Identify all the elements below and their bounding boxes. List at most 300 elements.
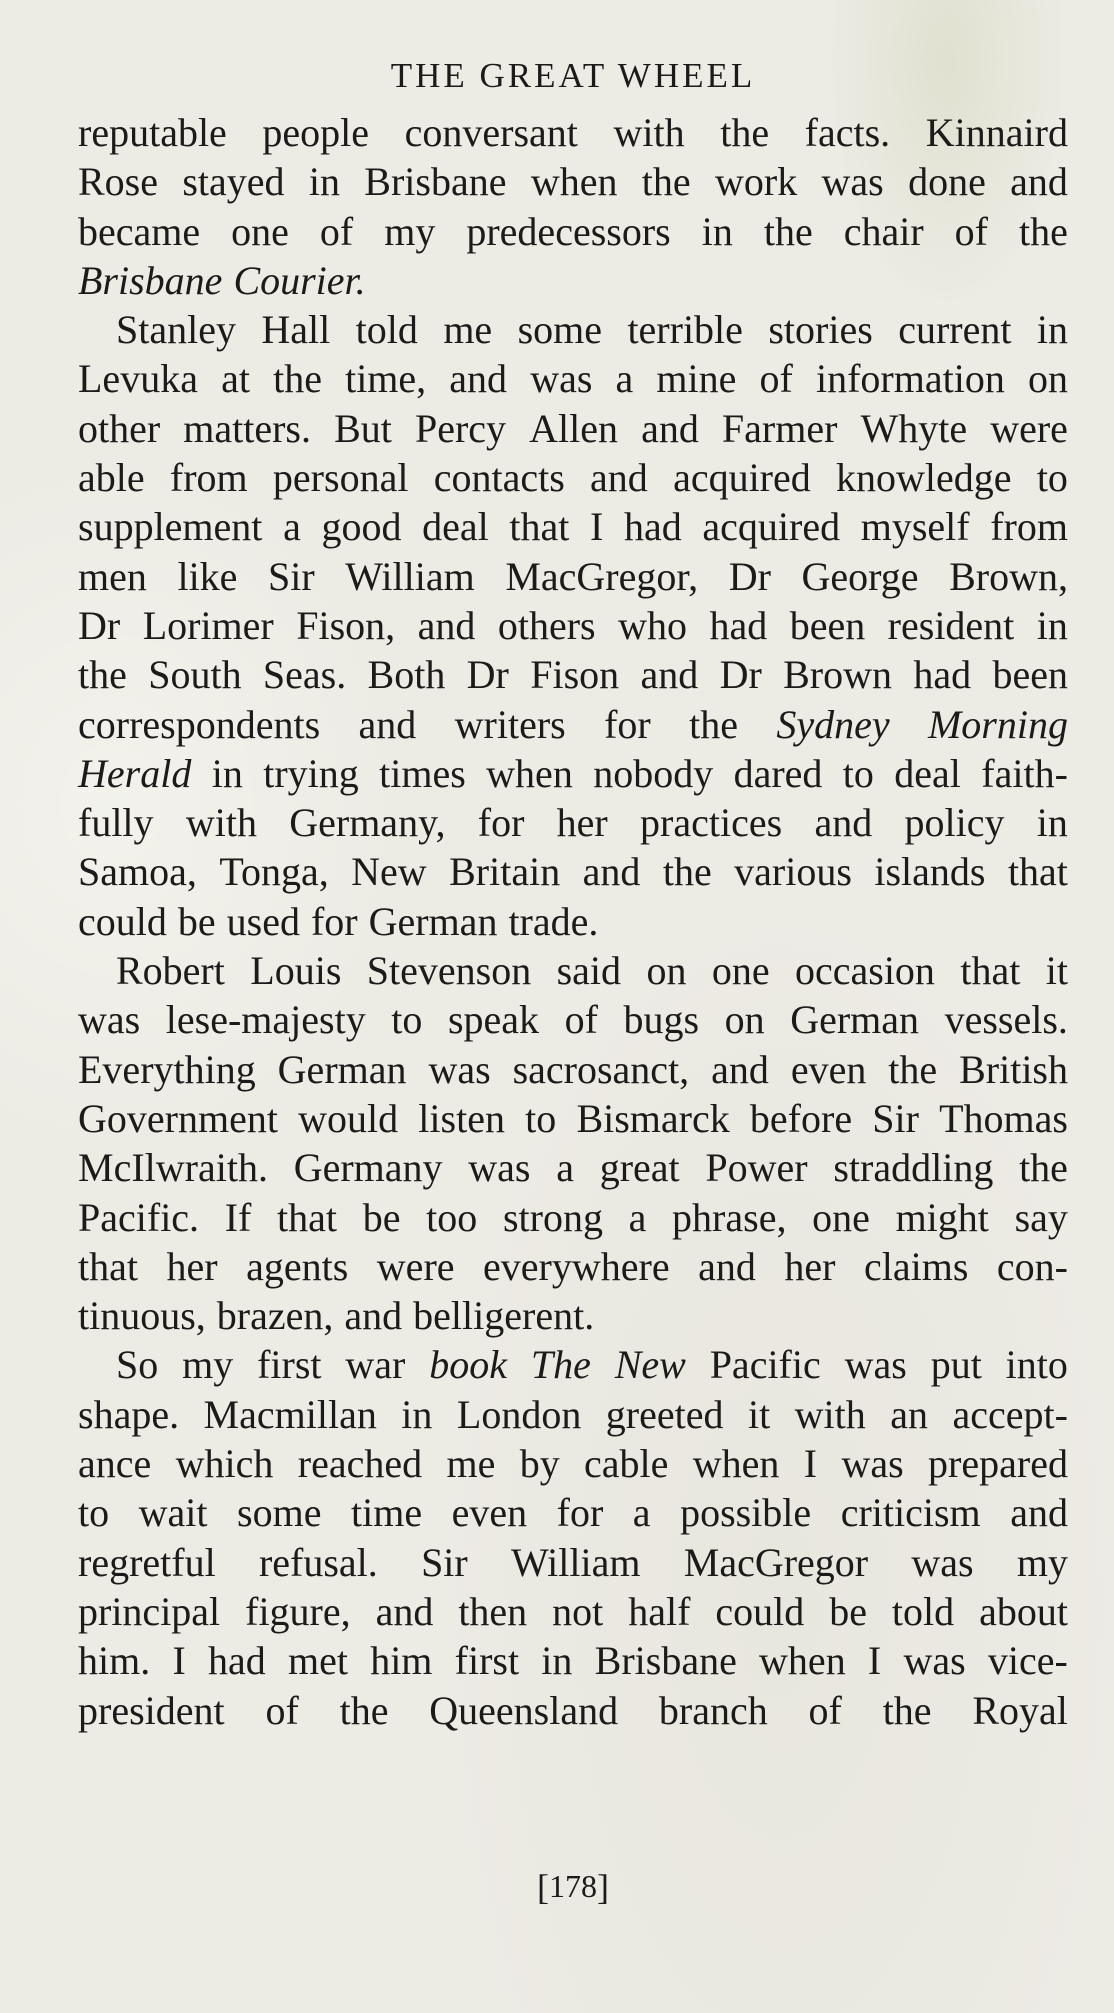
word: and <box>1010 1490 1068 1536</box>
word: Government <box>78 1095 278 1141</box>
word: president <box>78 1687 225 1733</box>
word: from <box>169 455 248 501</box>
word: put <box>930 1342 982 1388</box>
word: and <box>641 405 699 451</box>
word: predecessors <box>466 208 671 254</box>
word: was <box>903 1638 966 1684</box>
text-line <box>78 1390 1068 1439</box>
word: for <box>310 898 358 944</box>
word: too <box>426 1194 478 1240</box>
text-line <box>78 1143 1068 1192</box>
word: The <box>530 1342 591 1388</box>
word: Allen <box>529 405 618 451</box>
word: various <box>734 849 852 895</box>
word: Macmillan <box>203 1391 377 1437</box>
word: in <box>308 159 340 205</box>
word: British <box>959 1046 1068 1092</box>
word: even <box>790 1046 867 1092</box>
word: contacts <box>433 455 565 501</box>
word: told <box>891 1588 955 1634</box>
word: phrase, <box>672 1194 787 1240</box>
word: it <box>747 1391 771 1437</box>
word: the <box>662 849 712 895</box>
word: half <box>628 1588 691 1634</box>
word: straddling <box>833 1145 994 1191</box>
word: when <box>692 1441 780 1487</box>
word: her <box>166 1243 218 1289</box>
word: to <box>78 1490 110 1536</box>
word: Brown <box>783 652 893 698</box>
word: who <box>618 602 687 648</box>
word: others <box>497 602 596 648</box>
word: great <box>599 1145 680 1191</box>
word: with <box>185 800 257 846</box>
word: Lorimer <box>142 602 274 648</box>
word: the <box>763 208 813 254</box>
word: in <box>401 1391 433 1437</box>
word: Britain <box>449 849 561 895</box>
book-page <box>78 52 1068 1992</box>
text-line <box>78 1094 1068 1143</box>
word: Morning <box>927 701 1068 747</box>
word: principal <box>78 1588 221 1634</box>
word: bugs <box>623 997 700 1043</box>
word: my <box>384 208 436 254</box>
word: William <box>345 553 475 599</box>
word: when <box>530 159 618 205</box>
word: when <box>486 750 573 796</box>
word: personal <box>272 455 409 501</box>
word: was <box>821 159 884 205</box>
word: I <box>172 1638 186 1684</box>
word: could <box>715 1588 805 1634</box>
word: Brown, <box>949 553 1068 599</box>
word: be <box>177 898 216 944</box>
folio-number: 178 <box>549 1868 597 1904</box>
text-line <box>78 700 1068 749</box>
word: mine <box>656 356 737 402</box>
word: the <box>720 110 770 155</box>
word: first <box>454 1638 520 1684</box>
word: in <box>1036 602 1068 648</box>
word: and <box>711 1046 769 1092</box>
word: Sydney <box>776 701 890 747</box>
word: the <box>1019 208 1068 254</box>
word: New <box>614 1342 686 1388</box>
word: on <box>724 997 765 1043</box>
word: in <box>1036 307 1068 353</box>
word: said <box>556 948 622 994</box>
word: had <box>623 504 682 550</box>
word: by <box>519 1441 560 1487</box>
word: her <box>784 1243 836 1289</box>
text-line <box>78 354 1068 403</box>
word: my <box>1016 1539 1068 1585</box>
word: been <box>789 602 866 648</box>
word: and <box>344 1293 403 1339</box>
word: might <box>895 1194 989 1240</box>
word: the <box>641 159 691 205</box>
text-line <box>78 650 1068 699</box>
word: policy <box>904 800 1005 846</box>
word: New <box>351 849 427 895</box>
word: her <box>556 800 608 846</box>
word: Sir <box>268 553 315 599</box>
word: of <box>954 208 988 254</box>
text-line <box>78 1340 1068 1389</box>
word: was <box>530 356 593 402</box>
word: and <box>590 455 648 501</box>
word: some <box>517 307 603 353</box>
word: London <box>456 1391 582 1437</box>
word: time, <box>345 356 427 402</box>
word: resident <box>887 602 1015 648</box>
text-line <box>78 108 1068 157</box>
word: stories <box>768 307 873 353</box>
word: claims <box>863 1243 969 1289</box>
word: stayed <box>182 159 285 205</box>
word: correspondents <box>78 701 321 747</box>
word: Farmer <box>721 405 838 451</box>
word: Dr <box>728 553 771 599</box>
word: of <box>808 1687 842 1733</box>
word: the <box>689 701 738 747</box>
word: I <box>590 504 604 550</box>
word: was <box>841 1441 904 1487</box>
word: which <box>175 1441 274 1487</box>
word: agents <box>246 1243 349 1289</box>
word: faith- <box>981 750 1068 796</box>
word: Dr <box>719 652 762 698</box>
word: of <box>265 1687 299 1733</box>
word: first <box>257 1342 322 1388</box>
word: trying <box>263 750 359 796</box>
word: MacGregor, <box>505 553 699 599</box>
word: a <box>632 1490 651 1536</box>
running-head: THE GREAT WHEEL <box>390 56 756 95</box>
word: the <box>339 1687 389 1733</box>
word: strong <box>502 1194 603 1240</box>
word: that <box>509 504 570 550</box>
text-line <box>78 897 1068 946</box>
word: and <box>814 800 873 846</box>
word: were <box>990 405 1068 451</box>
word: deal <box>422 504 489 550</box>
word: that <box>1007 849 1068 895</box>
word: accept- <box>952 1391 1068 1437</box>
word: on <box>1027 356 1068 402</box>
text-line <box>78 1439 1068 1488</box>
word: myself <box>860 504 970 550</box>
word: deal <box>894 750 961 796</box>
word: German <box>790 997 920 1043</box>
word: Sir <box>421 1539 468 1585</box>
word: that <box>277 1194 338 1240</box>
word: practices <box>640 800 783 846</box>
word: McIlwraith. <box>78 1145 268 1191</box>
word: listen <box>418 1095 505 1141</box>
word: that <box>78 1243 138 1289</box>
word: good <box>321 504 402 550</box>
word: dared <box>733 750 823 796</box>
word: became <box>78 208 201 254</box>
word: Power <box>705 1145 808 1191</box>
word: speak <box>447 997 540 1043</box>
word: to <box>391 997 423 1043</box>
word: of <box>759 356 793 402</box>
text-line <box>78 1686 1068 1735</box>
word: So <box>116 1342 159 1388</box>
word: Samoa, <box>78 849 197 895</box>
word: facts. <box>804 110 891 155</box>
word: an <box>890 1391 929 1437</box>
word: chair <box>843 208 924 254</box>
word: people <box>262 110 370 155</box>
word: refusal. <box>258 1539 378 1585</box>
word: been <box>992 652 1068 698</box>
text-line <box>78 453 1068 502</box>
word: say <box>1014 1194 1068 1240</box>
word: a <box>283 504 301 550</box>
word: Louis <box>250 948 342 994</box>
word: fully <box>78 800 154 846</box>
word: Queensland <box>429 1687 619 1733</box>
word: brazen, <box>216 1293 334 1339</box>
word: reached <box>297 1441 423 1487</box>
word: was <box>428 1046 491 1092</box>
word: islands <box>874 849 986 895</box>
word: current <box>898 307 1012 353</box>
word: vice- <box>987 1638 1068 1684</box>
word: to <box>1036 455 1068 501</box>
word: criticism <box>840 1490 981 1536</box>
word: would <box>298 1095 399 1141</box>
word: and <box>1010 159 1068 205</box>
word: had <box>913 652 972 698</box>
word: information <box>815 356 1005 402</box>
word: Kinnaird <box>925 110 1068 155</box>
word: a <box>556 1145 574 1191</box>
text-line <box>78 552 1068 601</box>
word: book <box>429 1342 507 1388</box>
word: George <box>801 553 919 599</box>
word: one <box>231 208 289 254</box>
word: the <box>888 1046 938 1092</box>
word: was <box>844 1342 907 1388</box>
word: branch <box>658 1687 768 1733</box>
word: able <box>78 455 145 501</box>
word: supplement <box>78 504 263 550</box>
word: greeted <box>605 1391 724 1437</box>
word: for <box>477 800 525 846</box>
word: me <box>443 307 493 353</box>
word: shape. <box>78 1391 180 1437</box>
word: acquired <box>702 504 841 550</box>
word: was <box>911 1539 974 1585</box>
word: for <box>604 701 651 747</box>
word: and <box>640 652 699 698</box>
word: in <box>1036 800 1068 846</box>
word: possible <box>680 1490 812 1536</box>
word: and <box>698 1243 756 1289</box>
word: the <box>273 356 322 402</box>
word: Stanley <box>116 307 236 353</box>
word: time <box>350 1490 423 1536</box>
word: be <box>362 1194 401 1240</box>
word: in <box>701 208 733 254</box>
word: the <box>882 1687 932 1733</box>
word: some <box>237 1490 322 1536</box>
word: men <box>78 553 147 599</box>
word: my <box>182 1342 234 1388</box>
word: before <box>749 1095 853 1141</box>
word: Bismarck <box>576 1095 730 1141</box>
word: with <box>613 110 685 155</box>
word: that <box>960 948 1021 994</box>
text-line <box>78 305 1068 354</box>
word: and <box>375 1588 434 1634</box>
word: terrible <box>627 307 743 353</box>
text-line <box>78 1291 1068 1340</box>
word: the <box>1019 1145 1068 1191</box>
word: told <box>355 307 418 353</box>
word: I <box>867 1638 882 1684</box>
word: Germany <box>293 1145 443 1191</box>
word: the <box>78 652 127 698</box>
text-line <box>78 207 1068 256</box>
word: then <box>458 1588 528 1634</box>
word: were <box>376 1243 455 1289</box>
word: and <box>417 602 476 648</box>
word: of <box>564 997 598 1043</box>
word: Herald <box>78 750 192 796</box>
word: Whyte <box>860 405 968 451</box>
word: used <box>226 898 300 944</box>
word: conversant <box>404 110 578 155</box>
word: German <box>368 898 498 944</box>
word: on <box>646 948 687 994</box>
text-line <box>78 1193 1068 1242</box>
text-line <box>78 995 1068 1044</box>
word: work <box>714 159 798 205</box>
word: matters. <box>183 405 311 451</box>
word: Both <box>367 652 446 698</box>
word: occasion <box>794 948 935 994</box>
word: one <box>711 948 770 994</box>
word: trade. <box>508 898 599 944</box>
word: MacGregor <box>683 1539 869 1585</box>
word: in <box>211 750 243 796</box>
word: done <box>908 159 986 205</box>
word: German <box>277 1046 407 1092</box>
word: knowledge <box>836 455 1012 501</box>
text-line <box>78 1242 1068 1291</box>
word: war <box>345 1342 406 1388</box>
word: writers <box>454 701 566 747</box>
word: Robert <box>116 948 225 994</box>
word: Dr <box>466 652 509 698</box>
word: everywhere <box>483 1243 670 1289</box>
word: Pacific <box>709 1342 821 1388</box>
text-line <box>78 502 1068 551</box>
word: and <box>582 849 641 895</box>
word: con- <box>996 1243 1068 1289</box>
text-line <box>78 847 1068 896</box>
word: to <box>842 750 874 796</box>
text-line <box>78 946 1068 995</box>
word: not <box>552 1588 604 1634</box>
word: Brisbane <box>594 1638 737 1684</box>
word: ance <box>78 1441 152 1487</box>
word: Dr <box>78 602 121 648</box>
text-line <box>78 1045 1068 1094</box>
word: Rose <box>78 159 158 205</box>
word: a <box>615 356 634 402</box>
word: when <box>759 1638 846 1684</box>
word: for <box>556 1490 604 1536</box>
word: Pacific. <box>78 1194 200 1240</box>
text-line <box>78 404 1068 453</box>
word: met <box>287 1638 348 1684</box>
word: was <box>78 997 141 1043</box>
word: Fison, <box>296 602 396 648</box>
word: reputable <box>78 110 227 155</box>
word: wait <box>138 1490 208 1536</box>
word: nobody <box>593 750 714 796</box>
word: South <box>148 652 242 698</box>
word: If <box>224 1194 252 1240</box>
word: figure, <box>245 1588 351 1634</box>
word: Levuka <box>78 356 198 402</box>
word: one <box>812 1194 870 1240</box>
folio-bracket-close: ] <box>597 1867 609 1907</box>
word: Fison <box>530 652 620 698</box>
body-text <box>78 108 1068 1735</box>
word: him <box>370 1638 433 1684</box>
word: with <box>794 1391 866 1437</box>
word: Germany, <box>289 800 446 846</box>
word: Royal <box>972 1687 1068 1733</box>
text-line <box>78 798 1068 847</box>
word: from <box>990 504 1068 550</box>
word: had <box>208 1638 266 1684</box>
word: could <box>78 898 167 944</box>
word: belligerent. <box>413 1293 595 1339</box>
word: and <box>358 701 417 747</box>
folio-bracket-open: [ <box>537 1867 549 1907</box>
text-line <box>78 1636 1068 1685</box>
word: cable <box>584 1441 669 1487</box>
word: of <box>319 208 354 254</box>
word: in <box>541 1638 573 1684</box>
word: tinuous, <box>78 1293 206 1339</box>
word: be <box>829 1588 867 1634</box>
word: But <box>334 405 392 451</box>
text-line <box>78 1488 1068 1537</box>
text-line <box>78 256 1068 305</box>
text-line <box>78 157 1068 206</box>
word: regretful <box>78 1539 216 1585</box>
word: Courier. <box>233 257 366 303</box>
word: and <box>449 356 508 402</box>
word: vessels. <box>944 997 1068 1043</box>
word: Hall <box>261 307 331 353</box>
word: Percy <box>414 405 507 451</box>
word: it <box>1045 948 1068 994</box>
word: like <box>177 553 238 599</box>
word: lese-majesty <box>165 997 366 1043</box>
word: Stevenson <box>366 948 532 994</box>
